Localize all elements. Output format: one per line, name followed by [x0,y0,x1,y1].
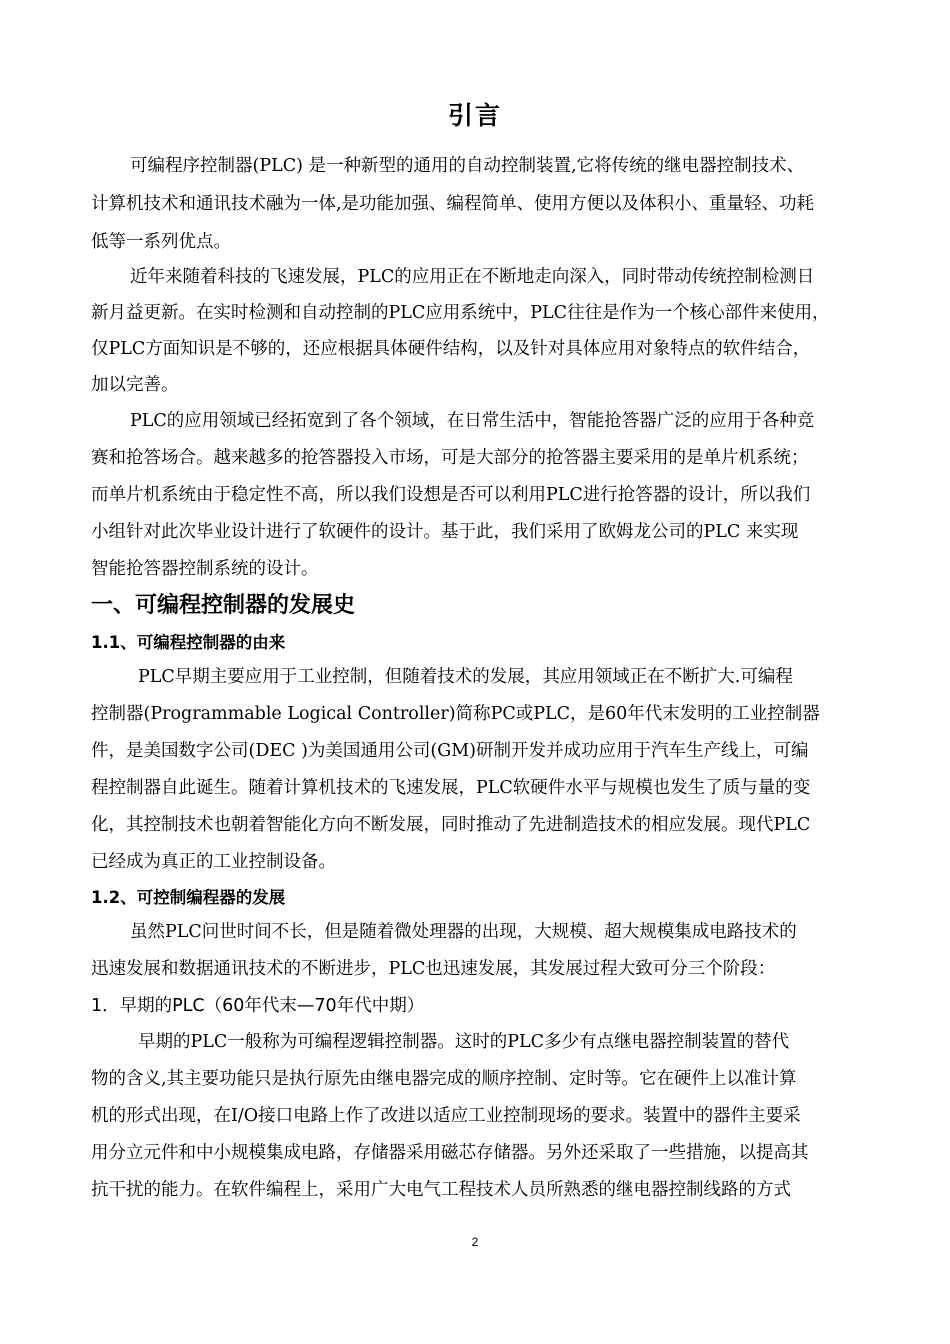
paragraph-line: 用分立元件和中小规模集成电路，存储器采用磁芯存储器。另外还采取了一些措施，以提高其 [91,1143,809,1163]
paragraph-line: 虽然PLC问世时间不长，但是随着微处理器的出现，大规模、超大规模集成电路技术的 [130,922,797,942]
paragraph-line: 化，其控制技术也朝着智能化方向不断发展，同时推动了先进制造技术的相应发展。现代PLC [91,815,811,835]
paragraph-line: 物的含义,其主要功能只是执行原先由继电器完成的顺序控制、定时等。它在硬件上以准计算 [91,1069,797,1089]
paragraph-line: 低等一系列优点。 [91,232,231,252]
paragraph-line: 近年来随着科技的飞速发展，PLC的应用正在不断地走向深入，同时带动传统控制检测日 [130,267,815,287]
paragraph-line: 可编程序控制器(PLC) 是一种新型的通用的自动控制装置,它将传统的继电器控制技术、 [130,156,805,176]
paragraph-line: 控制器(Programmable Logical Controller)简称PC或PLC，是60年代末发明的工业控制器 [91,704,820,724]
paragraph-line: 小组针对此次毕业设计进行了软硬件的设计。基于此，我们采用了欧姆龙公司的PLC 来实现 [91,522,799,542]
paragraph-line: 早期的PLC一般称为可编程逻辑控制器。这时的PLC多少有点继电器控制装置的替代 [138,1032,790,1052]
paragraph-line: 已经成为真正的工业控制设备。 [91,852,336,872]
paragraph-line: 而单片机系统由于稳定性不高，所以我们设想是否可以利用PLC进行抢答器的设计，所以我们 [91,485,811,505]
paragraph-line: 智能抢答器控制系统的设计。 [91,559,319,579]
paragraph-line: 新月益更新。在实时检测和自动控制的PLC应用系统中，PLC往往是作为一个核心部件来使用， [91,303,830,323]
paragraph-line: 抗干扰的能力。在软件编程上，采用广大电气工程技术人员所熟悉的继电器控制线路的方式 [91,1180,791,1200]
paragraph-line: PLC早期主要应用于工业控制，但随着技术的发展，其应用领域正在不断扩大.可编程 [138,667,793,687]
paragraph-line: 程控制器自此诞生。随着计算机技术的飞速发展，PLC软硬件水平与规模也发生了质与量的变 [91,778,811,798]
paragraph-line: 机的形式出现，在I/O接口电路上作了改进以适应工业控制现场的要求。装置中的器件主要采 [91,1106,801,1126]
paragraph-line: 赛和抢答场合。越来越多的抢答器投入市场，可是大部分的抢答器主要采用的是单片机系统； [91,448,809,468]
paragraph-line: 计算机技术和通讯技术融为一体,是功能加强、编程简单、使用方便以及体积小、重量轻、功耗 [91,194,815,214]
subsection-heading: 1.1、可编程控制器的由来 [91,633,286,652]
paragraph-line: PLC的应用领域已经拓宽到了各个领域，在日常生活中，智能抢答器广泛的应用于各种竞 [130,411,815,431]
paragraph-line: 加以完善。 [91,375,179,395]
paragraph-line: 仅PLC方面知识是不够的，还应根据具体硬件结构，以及针对具体应用对象特点的软件结合， [91,339,811,359]
paragraph-line: 件，是美国数字公司(DEC )为美国通用公司(GM)研制开发并成功应用于汽车生产线上，可编 [91,741,809,761]
page-title: 引言 [447,101,502,130]
subsection-heading: 1.2、可控制编程器的发展 [91,888,286,907]
page-number: 2 [471,1235,479,1249]
list-item-heading: 1．早期的PLC（60年代末—70年代中期） [91,996,425,1016]
section-heading: 一、可编程控制器的发展史 [91,593,356,618]
paragraph-line: 迅速发展和数据通讯技术的不断进步，PLC也迅速发展，其发展过程大致可分三个阶段： [91,959,776,979]
